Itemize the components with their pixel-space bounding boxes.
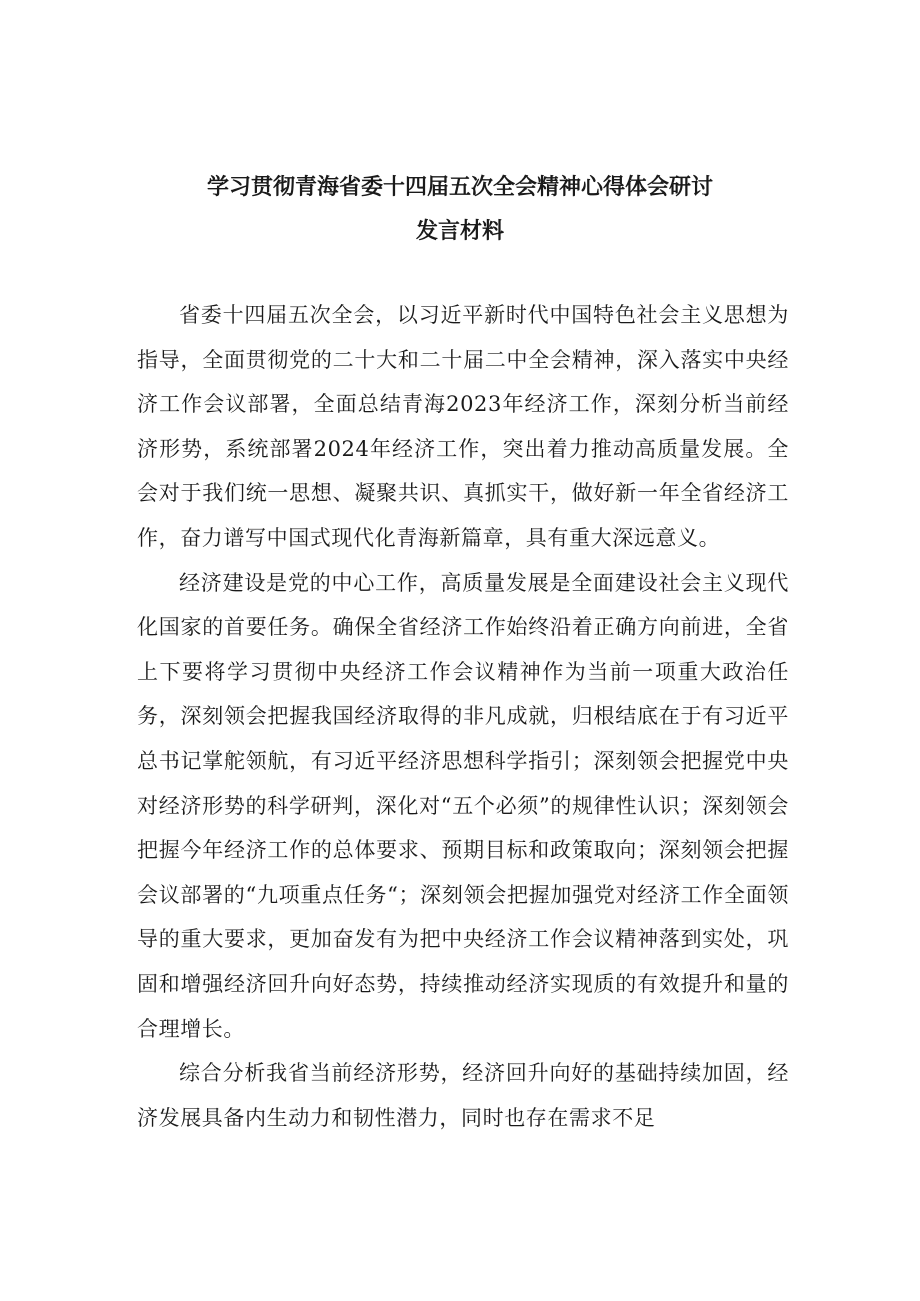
paragraph-1: 省委十四届五次全会，以习近平新时代中国特色社会主义思想为指导，全面贯彻党的二十大和二十届二中全会精神，深入落实中央经济工作会议部署，全面总结青海2023年经济工作，深刻分析当前经济形势，系统部署2024年经济工作，突出着力推动高质量发展。全会对于我们统一思想、凝聚共识、真抓实干，做好新一年全省经济工作，奋力谱写中国式现代化青海新篇章，具有重大深远意义。 <box>137 303 789 550</box>
document-body <box>137 293 789 1140</box>
document-title-line-2: 发言材料 <box>415 219 504 244</box>
document-title-line-1: 学习贯彻青海省委十四届五次全会精神心得体会研讨 <box>206 175 713 200</box>
paragraph-2: 经济建设是党的中心工作，高质量发展是全面建设社会主义现代化国家的首要任务。确保全省经济工作始终沿着正确方向前进，全省上下要将学习贯彻中央经济工作会议精神作为当前一项重大政治任务，深刻领会把握我国经济取得的非凡成就，归根结底在于有习近平总书记掌舵领航，有习近平经济思想科学指引；深刻领会把握党中央对经济形势的科学研判，深化对“五个必须”的规律性认识；深刻领会把握今年经济工作的总体要求、预期目标和政策取向；深刻领会把握会议部署的“九项重点任务“；深刻领会把握加强党对经济工作全面领导的重大要求，更加奋发有为把中央经济工作会议精神落到实处，巩固和增强经济回升向好态势，持续推动经济实现质的有效提升和量的合理增长。 <box>137 570 789 1041</box>
paragraph-3: 综合分析我省当前经济形势，经济回升向好的基础持续加固，经济发展具备内生动力和韧性潜力，同时也存在需求不足 <box>137 1061 789 1130</box>
